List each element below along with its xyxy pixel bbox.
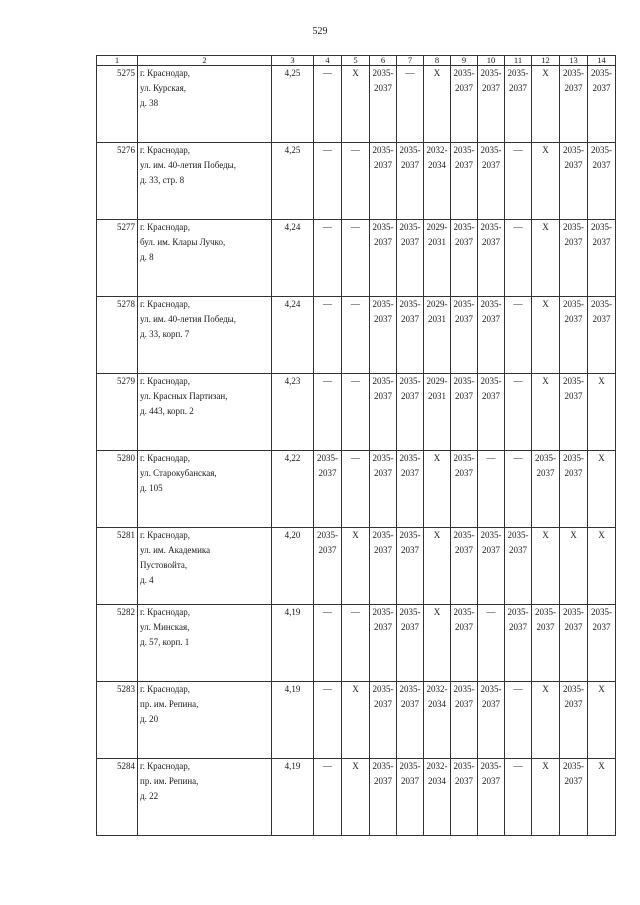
period-text: —: [323, 761, 332, 771]
period-text: 2035- 2037: [563, 607, 584, 632]
period-text: 2035- 2037: [399, 145, 421, 170]
period-text: 2035- 2037: [453, 145, 475, 170]
period-text: X: [433, 68, 441, 78]
period-cell-col-8: [424, 605, 451, 682]
column-header-1: 1: [97, 56, 138, 66]
period-text: —: [513, 222, 523, 232]
table-row: [97, 220, 616, 297]
period-cell-col-6: [370, 220, 397, 297]
period-text: 2035- 2037: [591, 68, 612, 93]
period-cell-col-9: [451, 66, 478, 143]
row-number: 5284: [97, 759, 138, 836]
period-cell-col-8: [424, 297, 451, 374]
period-cell-col-7: [397, 143, 424, 220]
period-text: 2035- 2037: [563, 145, 584, 170]
period-cell-col-8: [424, 374, 451, 451]
period-cell-col-13: [560, 682, 588, 759]
period-cell-col-13: [560, 143, 588, 220]
period-text: X: [433, 607, 441, 617]
period-text: 2035- 2037: [535, 453, 556, 478]
period-text: 2035- 2037: [317, 530, 338, 555]
period-cell-col-5: [342, 451, 370, 528]
period-text: —: [513, 299, 523, 309]
period-cell-col-4: [314, 759, 342, 836]
period-cell-col-5: [342, 374, 370, 451]
address-text: г. Краснодар, ул. им. 40-летия Победы, д. 33, корп. 7: [140, 299, 236, 339]
column-header-6: 6: [370, 56, 397, 66]
period-text: 2035- 2037: [563, 684, 584, 709]
period-cell-col-10: [478, 220, 505, 297]
period-text: —: [323, 68, 332, 78]
period-cell-col-6: [370, 143, 397, 220]
period-cell-col-12: [532, 528, 560, 605]
period-cell-col-9: [451, 528, 478, 605]
period-cell-col-7: [397, 66, 424, 143]
period-cell-col-14: [588, 297, 616, 374]
period-cell-col-14: [588, 451, 616, 528]
period-cell-col-9: [451, 220, 478, 297]
address-text: г. Краснодар, ул. им. 40-летия Победы, д. 33, стр. 8: [140, 145, 236, 185]
period-text: —: [323, 222, 332, 232]
period-text: 2035- 2037: [480, 530, 502, 555]
period-text: 2035- 2037: [591, 222, 612, 247]
period-cell-col-10: [478, 66, 505, 143]
period-cell-col-5: [342, 143, 370, 220]
period-text: 2035- 2037: [399, 530, 421, 555]
period-cell-col-7: [397, 605, 424, 682]
period-text: 2035- 2037: [453, 299, 475, 324]
period-cell-col-9: [451, 451, 478, 528]
period-text: 2035- 2037: [591, 145, 612, 170]
period-cell-col-8: [424, 66, 451, 143]
address-text: г. Краснодар, бул. им. Клары Лучко, д. 8: [140, 222, 226, 262]
period-cell-col-13: [560, 220, 588, 297]
period-text: X: [542, 530, 549, 540]
period-text: X: [433, 530, 441, 540]
period-text: 2032- 2034: [426, 684, 448, 709]
period-text: X: [542, 299, 549, 309]
row-number: 5280: [97, 451, 138, 528]
period-cell-col-6: [370, 759, 397, 836]
period-text: —: [323, 684, 332, 694]
period-cell-col-9: [451, 143, 478, 220]
period-cell-col-10: [478, 682, 505, 759]
period-cell-col-8: [424, 682, 451, 759]
row-number: 5278: [97, 297, 138, 374]
period-text: 2035- 2037: [372, 684, 394, 709]
period-text: 2035- 2037: [563, 453, 584, 478]
period-cell-col-6: [370, 451, 397, 528]
period-cell-col-7: [397, 682, 424, 759]
period-cell-col-8: [424, 528, 451, 605]
period-cell-col-12: [532, 759, 560, 836]
address-cell: [138, 451, 272, 528]
period-text: X: [542, 145, 549, 155]
period-cell-col-13: [560, 374, 588, 451]
address-text: г. Краснодар, ул. Старокубанская, д. 105: [140, 453, 217, 493]
period-text: 2029- 2031: [426, 299, 448, 324]
address-cell: [138, 374, 272, 451]
period-cell-col-7: [397, 220, 424, 297]
period-text: 2035- 2037: [563, 376, 584, 401]
period-cell-col-11: [505, 66, 532, 143]
period-cell-col-14: [588, 66, 616, 143]
period-text: 2035- 2037: [399, 761, 421, 786]
page-number: 529: [312, 26, 328, 37]
address-cell: [138, 220, 272, 297]
period-cell-col-13: [560, 605, 588, 682]
area-value: 4,25: [272, 66, 314, 143]
period-cell-col-10: [478, 297, 505, 374]
period-text: 2035- 2037: [535, 607, 556, 632]
column-header-4: 4: [314, 56, 342, 66]
header-row: [97, 56, 616, 66]
period-cell-col-4: [314, 143, 342, 220]
period-text: —: [351, 376, 360, 386]
period-text: 2035- 2037: [480, 222, 502, 247]
period-cell-col-14: [588, 220, 616, 297]
period-cell-col-5: [342, 605, 370, 682]
table-row: [97, 66, 616, 143]
address-text: г. Краснодар, пр. им. Репина, д. 22: [140, 761, 199, 801]
period-cell-col-12: [532, 374, 560, 451]
period-cell-col-9: [451, 759, 478, 836]
period-text: 2035- 2037: [453, 607, 475, 632]
period-text: 2029- 2031: [426, 376, 448, 401]
period-cell-col-5: [342, 759, 370, 836]
period-text: 2035- 2037: [372, 145, 394, 170]
period-cell-col-13: [560, 297, 588, 374]
address-text: г. Краснодар, ул. Минская, д. 57, корп. 1: [140, 607, 191, 647]
period-text: X: [570, 530, 577, 540]
period-cell-col-4: [314, 528, 342, 605]
period-cell-col-5: [342, 220, 370, 297]
area-value: 4,20: [272, 528, 314, 605]
period-cell-col-6: [370, 682, 397, 759]
period-cell-col-14: [588, 682, 616, 759]
address-cell: [138, 66, 272, 143]
period-text: 2035- 2037: [563, 761, 584, 786]
period-cell-col-12: [532, 605, 560, 682]
period-text: —: [513, 453, 523, 463]
period-text: —: [513, 376, 523, 386]
column-header-8: 8: [424, 56, 451, 66]
period-text: 2035- 2037: [453, 68, 475, 93]
period-text: —: [351, 222, 360, 232]
period-text: —: [323, 607, 332, 617]
period-cell-col-4: [314, 66, 342, 143]
period-text: 2035- 2037: [480, 145, 502, 170]
period-cell-col-8: [424, 143, 451, 220]
address-cell: [138, 682, 272, 759]
period-cell-col-14: [588, 143, 616, 220]
period-cell-col-11: [505, 451, 532, 528]
area-value: 4,25: [272, 143, 314, 220]
period-text: 2035- 2037: [372, 222, 394, 247]
period-cell-col-6: [370, 528, 397, 605]
table-body: [97, 66, 616, 836]
period-text: —: [513, 145, 523, 155]
address-text: г. Краснодар, пр. им. Репина, д. 20: [140, 684, 199, 724]
period-text: 2035- 2037: [399, 299, 421, 324]
period-cell-col-5: [342, 682, 370, 759]
period-text: 2035- 2037: [399, 684, 421, 709]
period-text: X: [352, 530, 359, 540]
period-cell-col-4: [314, 220, 342, 297]
row-number: 5282: [97, 605, 138, 682]
period-text: 2035- 2037: [399, 376, 421, 401]
period-text: 2035- 2037: [372, 761, 394, 786]
period-text: 2035- 2037: [563, 68, 584, 93]
period-text: 2035- 2037: [399, 453, 421, 478]
row-number: 5276: [97, 143, 138, 220]
period-text: 2035- 2037: [399, 607, 421, 632]
period-text: 2035- 2037: [563, 299, 584, 324]
address-cell: [138, 143, 272, 220]
register-table: [96, 55, 616, 836]
period-cell-col-14: [588, 374, 616, 451]
period-text: —: [486, 453, 496, 463]
period-cell-col-8: [424, 451, 451, 528]
period-text: 2035- 2037: [372, 453, 394, 478]
period-cell-col-10: [478, 528, 505, 605]
period-text: 2035- 2037: [507, 530, 529, 555]
area-value: 4,22: [272, 451, 314, 528]
period-cell-col-13: [560, 528, 588, 605]
period-cell-col-9: [451, 374, 478, 451]
period-text: X: [433, 453, 441, 463]
period-text: 2035- 2037: [399, 222, 421, 247]
period-text: 2035- 2037: [372, 299, 394, 324]
period-cell-col-10: [478, 759, 505, 836]
period-cell-col-6: [370, 66, 397, 143]
period-text: 2035- 2037: [507, 68, 529, 93]
period-cell-col-7: [397, 374, 424, 451]
period-cell-col-14: [588, 528, 616, 605]
period-cell-col-10: [478, 451, 505, 528]
table-row: [97, 143, 616, 220]
period-cell-col-6: [370, 605, 397, 682]
period-cell-col-11: [505, 528, 532, 605]
period-text: —: [351, 453, 360, 463]
row-number: 5279: [97, 374, 138, 451]
period-text: 2035- 2037: [480, 376, 502, 401]
period-cell-col-12: [532, 66, 560, 143]
period-text: 2035- 2037: [372, 607, 394, 632]
address-cell: [138, 759, 272, 836]
period-text: X: [542, 684, 549, 694]
period-text: X: [352, 761, 359, 771]
period-text: X: [542, 761, 549, 771]
period-cell-col-13: [560, 451, 588, 528]
address-text: г. Краснодар, ул. им. Академика Пустовойта, д. 4: [140, 530, 211, 585]
period-cell-col-11: [505, 143, 532, 220]
address-cell: [138, 297, 272, 374]
column-header-12: 12: [532, 56, 560, 66]
period-cell-col-10: [478, 605, 505, 682]
period-text: X: [542, 222, 549, 232]
period-text: 2035- 2037: [372, 376, 394, 401]
period-text: 2032- 2034: [426, 761, 448, 786]
period-text: X: [598, 453, 605, 463]
period-text: X: [352, 68, 359, 78]
address-text: г. Краснодар, ул. Курская, д. 38: [140, 68, 191, 108]
period-cell-col-12: [532, 220, 560, 297]
period-cell-col-4: [314, 451, 342, 528]
period-text: 2035- 2037: [453, 684, 475, 709]
period-cell-col-7: [397, 759, 424, 836]
table-row: [97, 682, 616, 759]
period-text: 2035- 2037: [480, 684, 502, 709]
table-row: [97, 528, 616, 605]
period-cell-col-7: [397, 297, 424, 374]
address-cell: [138, 528, 272, 605]
period-text: 2029- 2031: [426, 222, 448, 247]
table-row: [97, 759, 616, 836]
period-cell-col-9: [451, 682, 478, 759]
area-value: 4,24: [272, 220, 314, 297]
area-value: 4,24: [272, 297, 314, 374]
column-header-3: 3: [272, 56, 314, 66]
area-value: 4,19: [272, 759, 314, 836]
column-header-14: 14: [588, 56, 616, 66]
row-number: 5277: [97, 220, 138, 297]
period-text: —: [405, 68, 415, 78]
period-cell-col-11: [505, 682, 532, 759]
period-text: 2035- 2037: [480, 761, 502, 786]
period-text: 2035- 2037: [563, 222, 584, 247]
address-cell: [138, 605, 272, 682]
period-cell-col-10: [478, 374, 505, 451]
row-number: 5283: [97, 682, 138, 759]
column-header-2: 2: [138, 56, 272, 66]
period-cell-col-7: [397, 528, 424, 605]
period-text: 2035- 2037: [453, 376, 475, 401]
period-text: —: [513, 684, 523, 694]
period-text: X: [598, 761, 605, 771]
table-row: [97, 451, 616, 528]
period-cell-col-4: [314, 605, 342, 682]
period-text: 2035- 2037: [480, 68, 502, 93]
period-cell-col-11: [505, 297, 532, 374]
period-cell-col-14: [588, 605, 616, 682]
table-row: [97, 297, 616, 374]
period-cell-col-7: [397, 451, 424, 528]
period-text: 2035- 2037: [453, 530, 475, 555]
period-cell-col-12: [532, 451, 560, 528]
period-text: X: [542, 376, 549, 386]
period-cell-col-13: [560, 759, 588, 836]
period-text: X: [598, 684, 605, 694]
period-text: 2035- 2037: [591, 299, 612, 324]
period-cell-col-9: [451, 605, 478, 682]
period-text: 2032- 2034: [426, 145, 448, 170]
period-text: X: [352, 684, 359, 694]
period-text: —: [486, 607, 496, 617]
period-text: 2035- 2037: [480, 299, 502, 324]
period-cell-col-12: [532, 297, 560, 374]
period-text: —: [323, 376, 332, 386]
column-header-10: 10: [478, 56, 505, 66]
column-header-11: 11: [505, 56, 532, 66]
period-text: 2035- 2037: [317, 453, 338, 478]
period-text: —: [323, 299, 332, 309]
period-cell-col-5: [342, 528, 370, 605]
period-cell-col-11: [505, 605, 532, 682]
period-cell-col-5: [342, 66, 370, 143]
period-text: 2035- 2037: [372, 530, 394, 555]
period-text: 2035- 2037: [372, 68, 394, 93]
period-cell-col-10: [478, 143, 505, 220]
period-text: 2035- 2037: [453, 761, 475, 786]
area-value: 4,19: [272, 682, 314, 759]
table-row: [97, 374, 616, 451]
period-text: X: [598, 376, 605, 386]
period-cell-col-11: [505, 220, 532, 297]
period-cell-col-4: [314, 297, 342, 374]
period-text: 2035- 2037: [453, 222, 475, 247]
period-cell-col-8: [424, 220, 451, 297]
row-number: 5281: [97, 528, 138, 605]
table-row: [97, 605, 616, 682]
period-text: 2035- 2037: [507, 607, 529, 632]
period-cell-col-6: [370, 297, 397, 374]
period-text: 2035- 2037: [453, 453, 475, 478]
period-cell-col-9: [451, 297, 478, 374]
area-value: 4,19: [272, 605, 314, 682]
column-header-13: 13: [560, 56, 588, 66]
period-text: —: [351, 607, 360, 617]
period-cell-col-8: [424, 759, 451, 836]
address-text: г. Краснодар, ул. Красных Партизан, д. 443, корп. 2: [140, 376, 228, 416]
period-cell-col-4: [314, 374, 342, 451]
period-cell-col-4: [314, 682, 342, 759]
row-number: 5275: [97, 66, 138, 143]
area-value: 4,23: [272, 374, 314, 451]
period-cell-col-13: [560, 66, 588, 143]
period-text: 2035- 2037: [591, 607, 612, 632]
period-cell-col-11: [505, 374, 532, 451]
period-text: —: [323, 145, 332, 155]
column-header-9: 9: [451, 56, 478, 66]
period-text: —: [351, 145, 360, 155]
period-cell-col-5: [342, 297, 370, 374]
column-header-7: 7: [397, 56, 424, 66]
period-text: X: [598, 530, 605, 540]
period-text: —: [513, 761, 523, 771]
period-cell-col-14: [588, 759, 616, 836]
period-text: X: [542, 68, 549, 78]
column-header-5: 5: [342, 56, 370, 66]
period-text: —: [351, 299, 360, 309]
period-cell-col-12: [532, 143, 560, 220]
period-cell-col-6: [370, 374, 397, 451]
period-cell-col-11: [505, 759, 532, 836]
period-cell-col-12: [532, 682, 560, 759]
